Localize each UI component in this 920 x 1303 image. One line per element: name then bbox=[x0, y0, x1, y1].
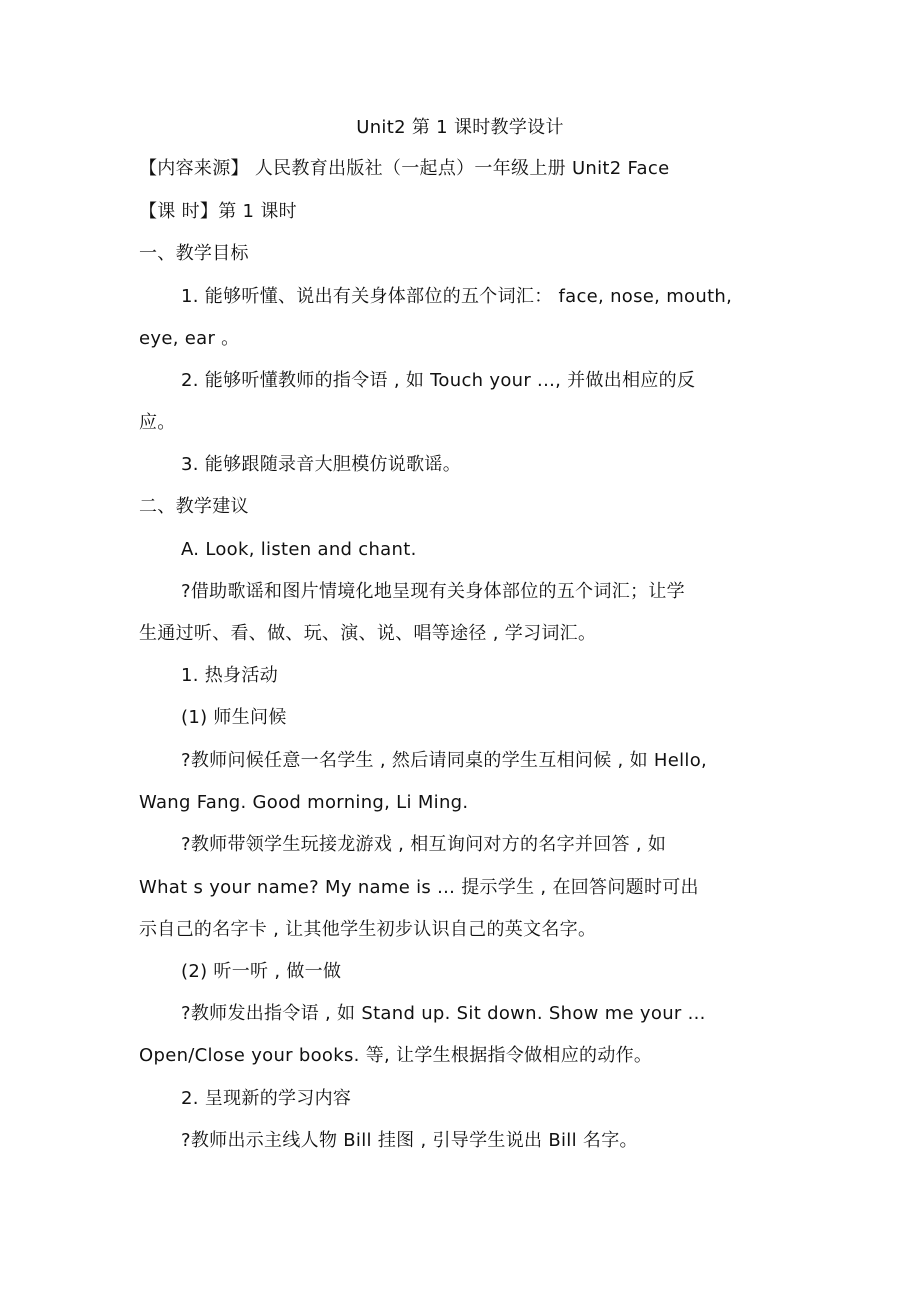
section-heading-suggestions: 二、教学建议 bbox=[139, 496, 249, 517]
period-line: 【课 时】第 1 课时 bbox=[139, 201, 297, 222]
step-1-sub-1-p1-line-1: ?教师问候任意一名学生 , 然后请同桌的学生互相问候 , 如 Hello, bbox=[181, 750, 708, 771]
goal-1-line-2: eye, ear 。 bbox=[139, 328, 240, 349]
goal-2-line-1: 2. 能够听懂教师的指令语 , 如 Touch your ..., 并做出相应的反 bbox=[181, 370, 696, 391]
step-2-heading: 2. 呈现新的学习内容 bbox=[181, 1088, 352, 1109]
source-line: 【内容来源】 人民教育出版社（一起点）一年级上册 Unit2 Face bbox=[139, 158, 670, 179]
step-1-sub-1-p2-line-1: ?教师带领学生玩接龙游戏 , 相互询问对方的名字并回答 , 如 bbox=[181, 834, 667, 855]
step-1-sub-2-p1-line-2: Open/Close your books. 等, 让学生根据指令做相应的动作。 bbox=[139, 1045, 653, 1066]
part-a-desc-line-1: ?借助歌谣和图片情境化地呈现有关身体部位的五个词汇；让学 bbox=[181, 581, 685, 602]
section-heading-goals: 一、教学目标 bbox=[139, 243, 249, 264]
step-1-sub-2-p1-line-1: ?教师发出指令语 , 如 Stand up. Sit down. Show me your ... bbox=[181, 1003, 706, 1024]
document-title: Unit2 第 1 课时教学设计 bbox=[356, 117, 564, 138]
part-a-desc-line-2: 生通过听、看、做、玩、演、说、唱等途径 , 学习词汇。 bbox=[139, 623, 597, 644]
goal-3: 3. 能够跟随录音大胆模仿说歌谣。 bbox=[181, 454, 461, 475]
step-1-sub-1-p2-line-3: 示自己的名字卡 , 让其他学生初步认识自己的英文名字。 bbox=[139, 919, 597, 940]
goal-2-line-2: 应。 bbox=[139, 412, 176, 433]
step-1-sub-2-heading: (2) 听一听 , 做一做 bbox=[181, 961, 342, 982]
goal-1-line-1: 1. 能够听懂、说出有关身体部位的五个词汇： face, nose, mouth, bbox=[181, 286, 733, 307]
step-1-sub-1-p1-line-2: Wang Fang. Good morning, Li Ming. bbox=[139, 792, 469, 813]
step-1-sub-1-p2-line-2: What s your name? My name is ... 提示学生 , 在回答问题时可出 bbox=[139, 877, 699, 898]
step-1-sub-1-heading: (1) 师生问候 bbox=[181, 707, 287, 728]
step-1-heading: 1. 热身活动 bbox=[181, 665, 278, 686]
step-2-p1: ?教师出示主线人物 Bill 挂图 , 引导学生说出 Bill 名字。 bbox=[181, 1130, 638, 1151]
part-a-heading: A. Look, listen and chant. bbox=[181, 539, 417, 560]
